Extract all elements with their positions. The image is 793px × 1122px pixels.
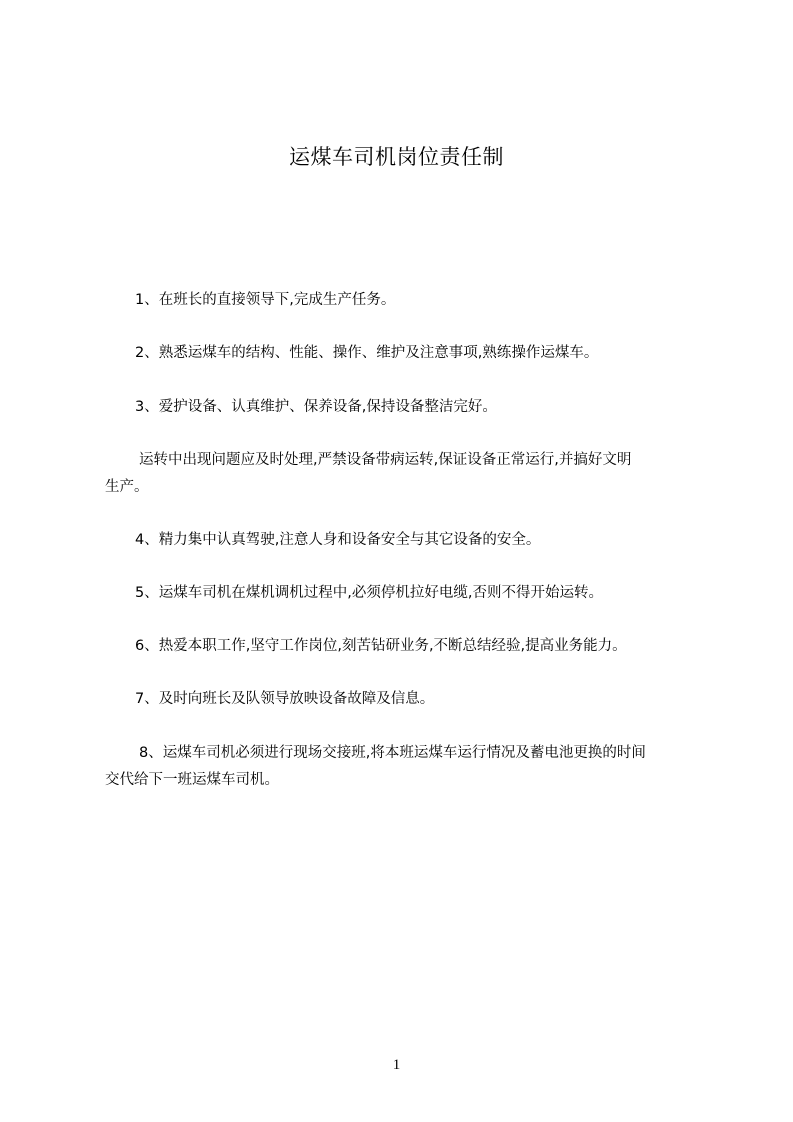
paragraph-item-3 <box>105 394 705 421</box>
paragraph-line: 1、在班长的直接领导下,完成生产任务。 <box>135 292 396 308</box>
paragraph-item-4 <box>105 527 705 554</box>
paragraph-line: 2、熟悉运煤车的结构、性能、操作、维护及注意事项,熟练操作运煤车。 <box>135 345 599 361</box>
paragraph-item-1 <box>105 287 705 314</box>
paragraph-item-6 <box>105 633 705 660</box>
page-number: 1 <box>392 1057 401 1073</box>
paragraph-line: 7、及时向班长及队领导放映设备故障及信息。 <box>135 691 435 707</box>
paragraph-line: 8、运煤车司机必须进行现场交接班,将本班运煤车运行情况及蓄电池更换的时间 <box>139 745 646 761</box>
paragraph-item-5 <box>105 580 705 607</box>
paragraph-item-7 <box>105 686 705 713</box>
paragraph-item-2 <box>105 340 705 367</box>
paragraph-line: 运转中出现问题应及时处理,严禁设备带病运转,保证设备正常运行,并搞好文明 <box>139 452 632 468</box>
paragraph-line: 4、精力集中认真驾驶,注意人身和设备安全与其它设备的安全。 <box>135 532 541 548</box>
paragraph-line: 6、热爱本职工作,坚守工作岗位,刻苦钻研业务,不断总结经验,提高业务能力。 <box>135 638 627 654</box>
paragraph-line: 3、爱护设备、认真维护、保养设备,保持设备整洁完好。 <box>135 399 497 415</box>
document-title: 运煤车司机岗位责任制 <box>289 145 504 169</box>
paragraph-line: 交代给下一班运煤车司机。 <box>105 772 279 788</box>
paragraph-line: 生产。 <box>105 479 149 495</box>
paragraph-item-8 <box>105 740 705 794</box>
paragraph-continuation <box>105 447 705 501</box>
paragraph-line: 5、运煤车司机在煤机调机过程中,必须停机拉好电缆,否则不得开始运转。 <box>135 585 603 601</box>
